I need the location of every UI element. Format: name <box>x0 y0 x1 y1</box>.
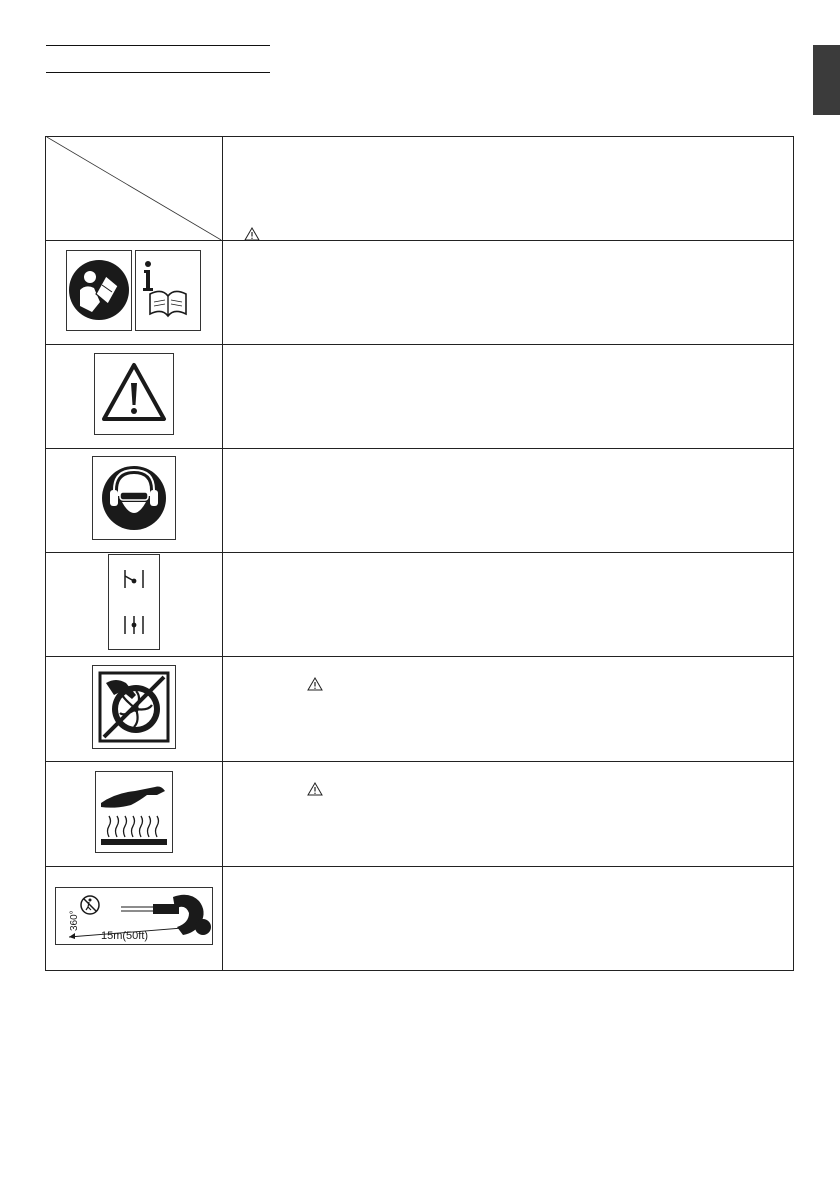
on-off-switch-icon <box>108 554 160 650</box>
table-row <box>46 449 794 553</box>
diagonal-divider <box>46 137 222 240</box>
distance-label: 15m(50ft) <box>101 930 149 942</box>
table-row <box>46 867 794 971</box>
read-manual-icon <box>66 250 202 332</box>
angle-label: 360° <box>69 910 80 931</box>
table-row <box>46 553 794 657</box>
icon-cell <box>46 241 223 345</box>
warning-triangle-small-icon <box>307 677 323 691</box>
header-corner-cell <box>46 137 223 241</box>
warning-triangle-small-icon <box>244 227 260 241</box>
icon-cell <box>46 657 223 762</box>
description-cell <box>223 762 794 867</box>
icon-cell <box>46 867 223 971</box>
header-description-cell <box>223 137 794 241</box>
description-cell <box>223 657 794 762</box>
hot-surface-icon <box>95 771 173 853</box>
eye-ear-protection-icon <box>92 456 176 540</box>
header-rule-top <box>46 45 270 46</box>
table-header-row <box>46 137 794 241</box>
symbols-table <box>45 136 794 971</box>
description-cell <box>223 345 794 449</box>
warning-triangle-small-icon <box>307 782 323 796</box>
table-row <box>46 762 794 867</box>
description-cell <box>223 553 794 657</box>
section-tab <box>813 45 840 115</box>
table-row <box>46 657 794 762</box>
header-rule-bottom <box>46 72 270 73</box>
icon-cell <box>46 762 223 867</box>
table-row <box>46 345 794 449</box>
table-row <box>46 241 794 345</box>
rotating-fan-hand-icon <box>92 665 176 749</box>
icon-cell <box>46 449 223 553</box>
description-cell <box>223 449 794 553</box>
icon-cell <box>46 553 223 657</box>
description-cell <box>223 867 794 971</box>
bystander-distance-icon <box>55 887 213 945</box>
icon-cell <box>46 345 223 449</box>
safety-alert-icon <box>94 353 174 435</box>
description-cell <box>223 241 794 345</box>
